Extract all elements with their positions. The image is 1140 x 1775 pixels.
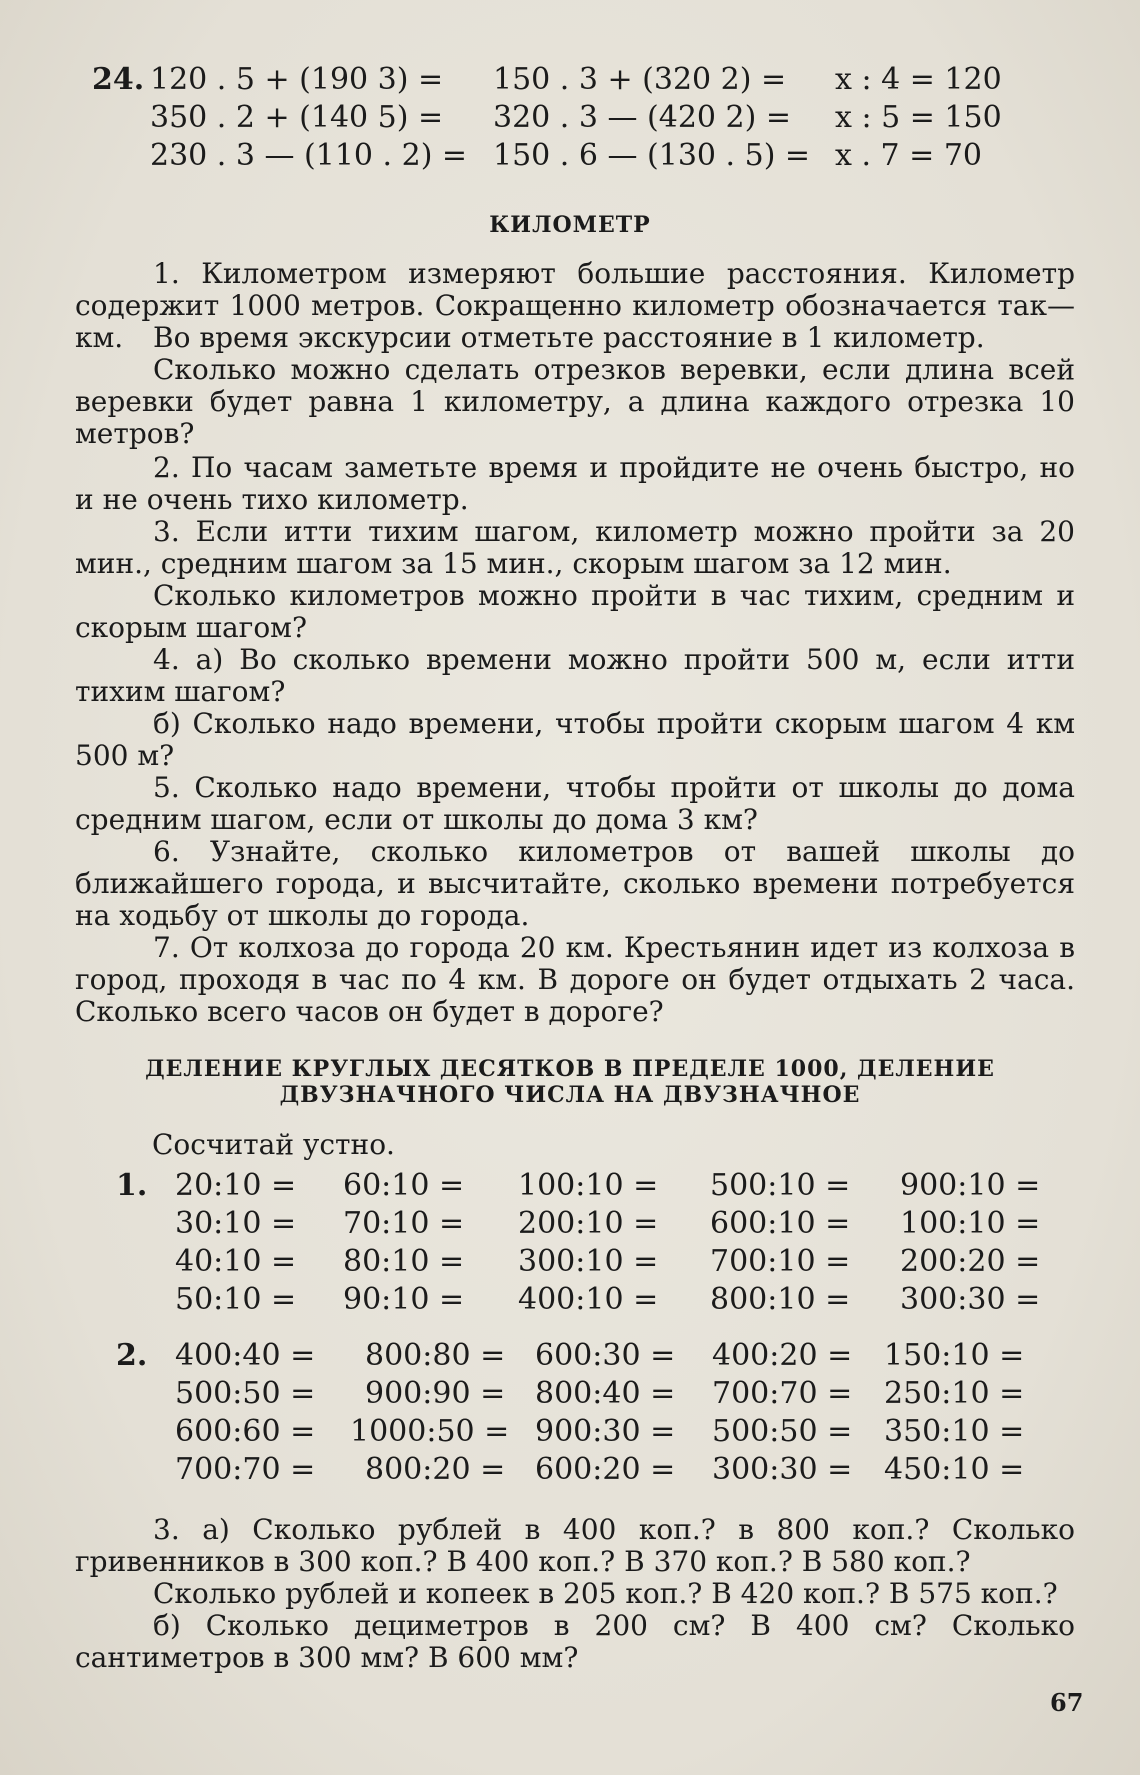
division-item: 900:10 = — [900, 1168, 1041, 1203]
division-item: 90:10 = — [343, 1282, 465, 1317]
paragraph: 1. Километром измеряют большие расстояния. Километр содержит 1000 метров. Сокращенно километр обозначается так—км. — [75, 257, 1075, 354]
division-item: 700:70 = — [175, 1452, 316, 1487]
equation: 120 . 5 + (190 3) = — [150, 62, 444, 97]
equation: 350 . 2 + (140 5) = — [150, 100, 444, 135]
division-item: 800:40 = — [535, 1376, 676, 1411]
division-item: 20:10 = — [175, 1168, 297, 1203]
page-number: 67 — [1050, 1688, 1084, 1717]
equation: 230 . 3 — (110 . 2) = — [150, 138, 468, 173]
division-item: 600:20 = — [535, 1452, 676, 1487]
paragraph: 2. По часам заметьте время и пройдите не очень быстро, но и не очень тихо километр. — [75, 451, 1075, 516]
paragraph: 6. Узнайте, сколько километров от вашей школы до ближайшего города, и высчитайте, сколько времени потребуется на ходьбу от школы до города. — [75, 835, 1075, 932]
section-heading: ДВУЗНАЧНОГО ЧИСЛА НА ДВУЗНАЧНОЕ — [279, 1082, 861, 1108]
section-heading: КИЛОМЕТР — [489, 212, 651, 238]
division-item: 800:20 = — [365, 1452, 506, 1487]
equation: 150 . 3 + (320 2) = — [493, 62, 787, 97]
paragraph: б) Сколько дециметров в 200 см? В 400 см? Сколько сантиметров в 300 мм? В 600 мм? — [75, 1609, 1075, 1674]
exercise-number: 1. — [116, 1168, 148, 1203]
paragraph: 3. Если итти тихим шагом, километр можно пройти за 20 мин., средним шагом за 15 мин., скорым шагом за 12 мин. — [75, 515, 1075, 580]
division-item: 80:10 = — [343, 1244, 465, 1279]
division-item: 300:10 = — [518, 1244, 659, 1279]
division-item: 400:40 = — [175, 1338, 316, 1373]
division-item: 100:10 = — [518, 1168, 659, 1203]
division-item: 800:10 = — [710, 1282, 851, 1317]
division-item: 40:10 = — [175, 1244, 297, 1279]
paragraph: Во время экскурсии отметьте расстояние в 1 километр. — [153, 321, 985, 354]
division-item: 100:10 = — [900, 1206, 1041, 1241]
equation: x . 7 = 70 — [835, 138, 982, 173]
division-item: 600:10 = — [710, 1206, 851, 1241]
division-item: 700:70 = — [712, 1376, 853, 1411]
paragraph: 5. Сколько надо времени, чтобы пройти от школы до дома средним шагом, если от школы до дома 3 км? — [75, 771, 1075, 836]
division-item: 400:20 = — [712, 1338, 853, 1373]
division-item: 500:50 = — [712, 1414, 853, 1449]
division-item: 60:10 = — [343, 1168, 465, 1203]
division-item: 150:10 = — [884, 1338, 1025, 1373]
equation: x : 5 = 150 — [835, 100, 1002, 135]
division-item: 800:80 = — [365, 1338, 506, 1373]
division-item: 70:10 = — [343, 1206, 465, 1241]
paragraph: 7. От колхоза до города 20 км. Крестьянин идет из колхоза в город, проходя в час по 4 км. В дороге он будет отдыхать 2 часа. Сколько всего часов он будет в дороге? — [75, 931, 1075, 1028]
equation: 150 . 6 — (130 . 5) = — [493, 138, 811, 173]
division-item: 300:30 = — [712, 1452, 853, 1487]
paragraph: 4. а) Во сколько времени можно пройти 500 м, если итти тихим шагом? — [75, 643, 1075, 708]
paragraph: б) Сколько надо времени, чтобы пройти скорым шагом 4 км 500 м? — [75, 707, 1075, 772]
division-item: 450:10 = — [884, 1452, 1025, 1487]
division-item: 50:10 = — [175, 1282, 297, 1317]
division-item: 600:30 = — [535, 1338, 676, 1373]
equation: x : 4 = 120 — [835, 62, 1002, 97]
division-item: 250:10 = — [884, 1376, 1025, 1411]
division-item: 400:10 = — [518, 1282, 659, 1317]
paragraph: Сколько километров можно пройти в час тихим, средним и скорым шагом? — [75, 579, 1075, 644]
division-item: 700:10 = — [710, 1244, 851, 1279]
exercise-number: 24. — [92, 62, 145, 97]
division-item: 350:10 = — [884, 1414, 1025, 1449]
division-item: 200:20 = — [900, 1244, 1041, 1279]
division-item: 600:60 = — [175, 1414, 316, 1449]
paragraph: Сколько рублей и копеек в 205 коп.? В 420 коп.? В 575 коп.? — [153, 1577, 1058, 1610]
division-item: 900:30 = — [535, 1414, 676, 1449]
division-item: 30:10 = — [175, 1206, 297, 1241]
instruction-text: Сосчитай устно. — [152, 1128, 395, 1161]
division-item: 500:50 = — [175, 1376, 316, 1411]
equation: 320 . 3 — (420 2) = — [493, 100, 791, 135]
division-item: 500:10 = — [710, 1168, 851, 1203]
division-item: 200:10 = — [518, 1206, 659, 1241]
division-item: 300:30 = — [900, 1282, 1041, 1317]
exercise-number: 2. — [116, 1338, 148, 1373]
division-item: 900:90 = — [365, 1376, 506, 1411]
paragraph: Сколько можно сделать отрезков веревки, если длина всей веревки будет равна 1 километру, а длина каждого отрезка 10 метров? — [75, 353, 1075, 450]
section-heading: ДЕЛЕНИЕ КРУГЛЫХ ДЕСЯТКОВ В ПРЕДЕЛЕ 1000, ДЕЛЕНИЕ — [145, 1056, 995, 1082]
division-item: 1000:50 = — [350, 1414, 510, 1449]
paragraph: 3. а) Сколько рублей в 400 коп.? в 800 коп.? Сколько гривенников в 300 коп.? В 400 коп.? В 370 коп.? В 580 коп.? — [75, 1513, 1075, 1578]
